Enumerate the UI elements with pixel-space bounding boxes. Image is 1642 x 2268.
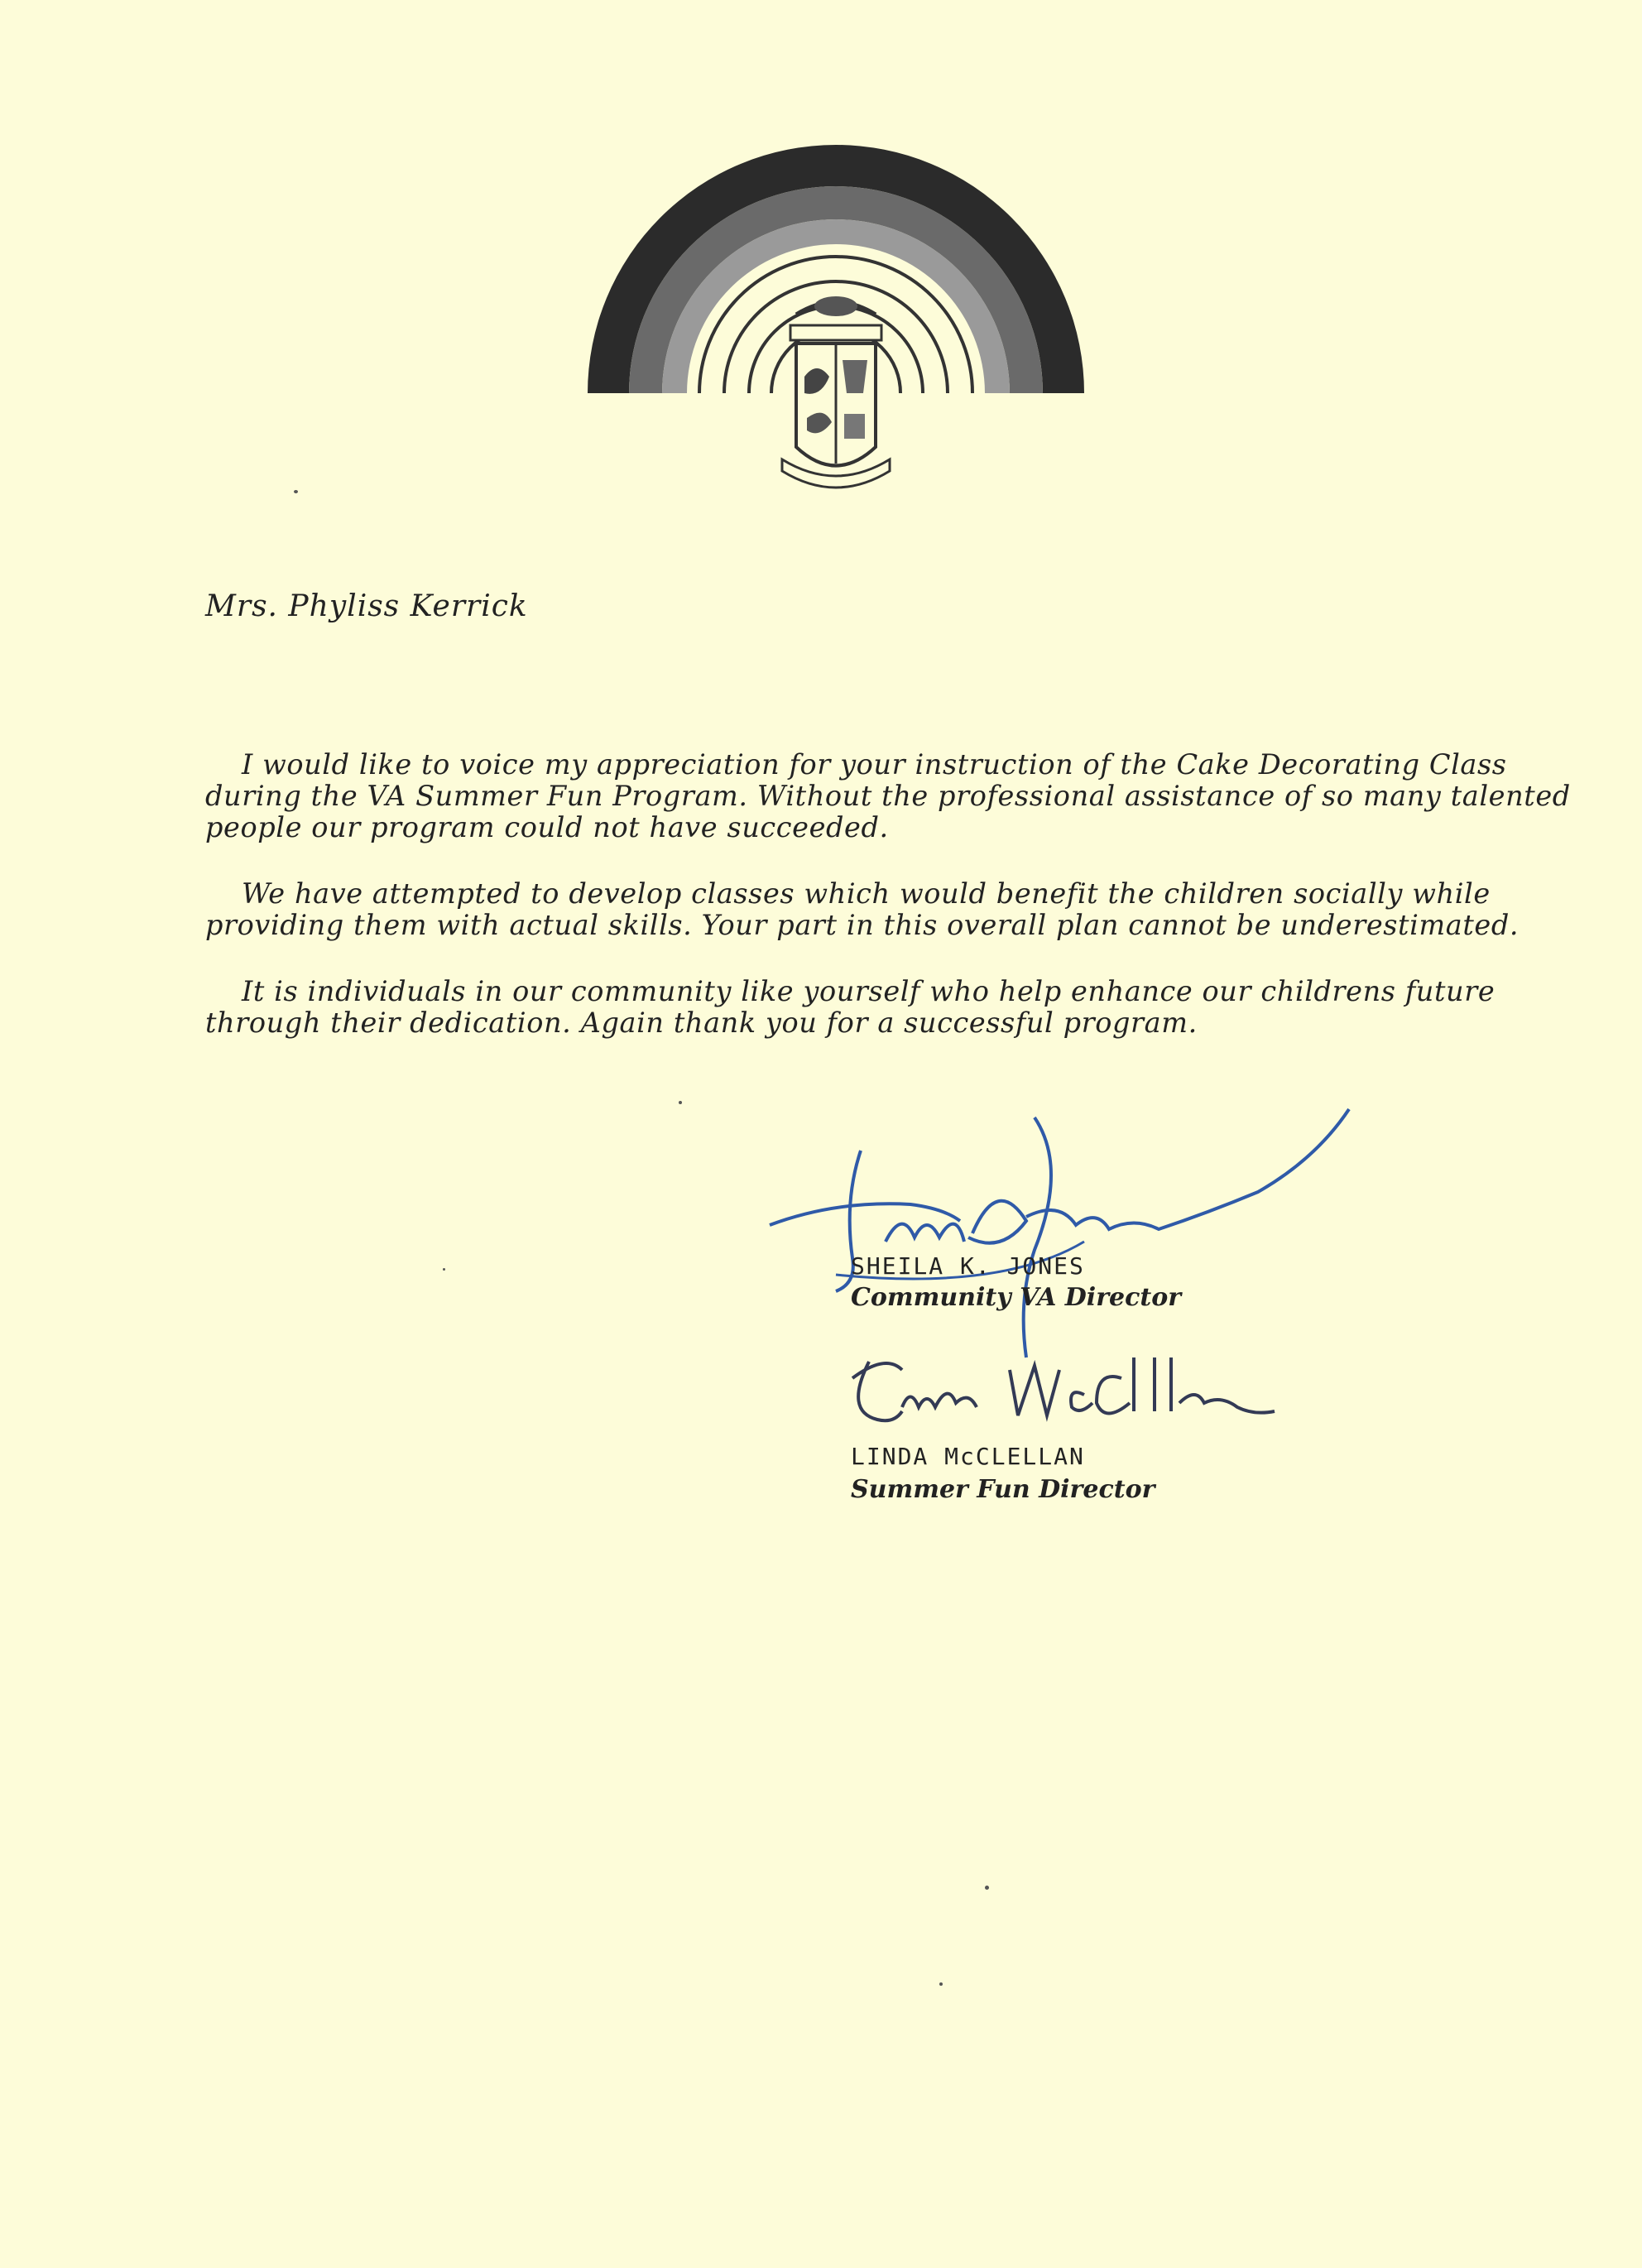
body-paragraph: We have attempted to develop classes which would benefit the children socially while providing them with actual skills. Your part in this overall plan cannot be underestimated. xyxy=(205,877,1520,941)
letter-body xyxy=(205,749,1579,1074)
signatory-name: SHEILA K. JONES xyxy=(851,1252,1085,1280)
scan-speck xyxy=(939,1982,943,1986)
signatory-title: Community VA Director xyxy=(851,1283,1182,1312)
addressee: Mrs. Phyliss Kerrick xyxy=(205,589,528,623)
scan-speck xyxy=(985,1886,989,1890)
scan-speck xyxy=(679,1101,682,1104)
signatory-title: Summer Fun Director xyxy=(851,1475,1155,1504)
scan-speck xyxy=(294,490,298,493)
signatory-name: LINDA McCLELLAN xyxy=(851,1443,1085,1470)
body-paragraph: I would like to voice my appreciation for your instruction of the Cake Decorating Class during the VA Summer Fun Program. Without the professional assistance of so many talented people our program could not have succeeded. xyxy=(205,748,1571,843)
body-paragraph: It is individuals in our community like yourself who help enhance our childrens future through their dedication. Again thank you for a successful program. xyxy=(205,975,1496,1039)
signature-mcclellan-icon xyxy=(836,1345,1283,1444)
letterhead-rainbow-icon xyxy=(579,137,1092,526)
crest-emblem-icon xyxy=(782,296,890,488)
signature-jones-icon xyxy=(761,1101,1424,1374)
scan-speck xyxy=(443,1268,445,1271)
